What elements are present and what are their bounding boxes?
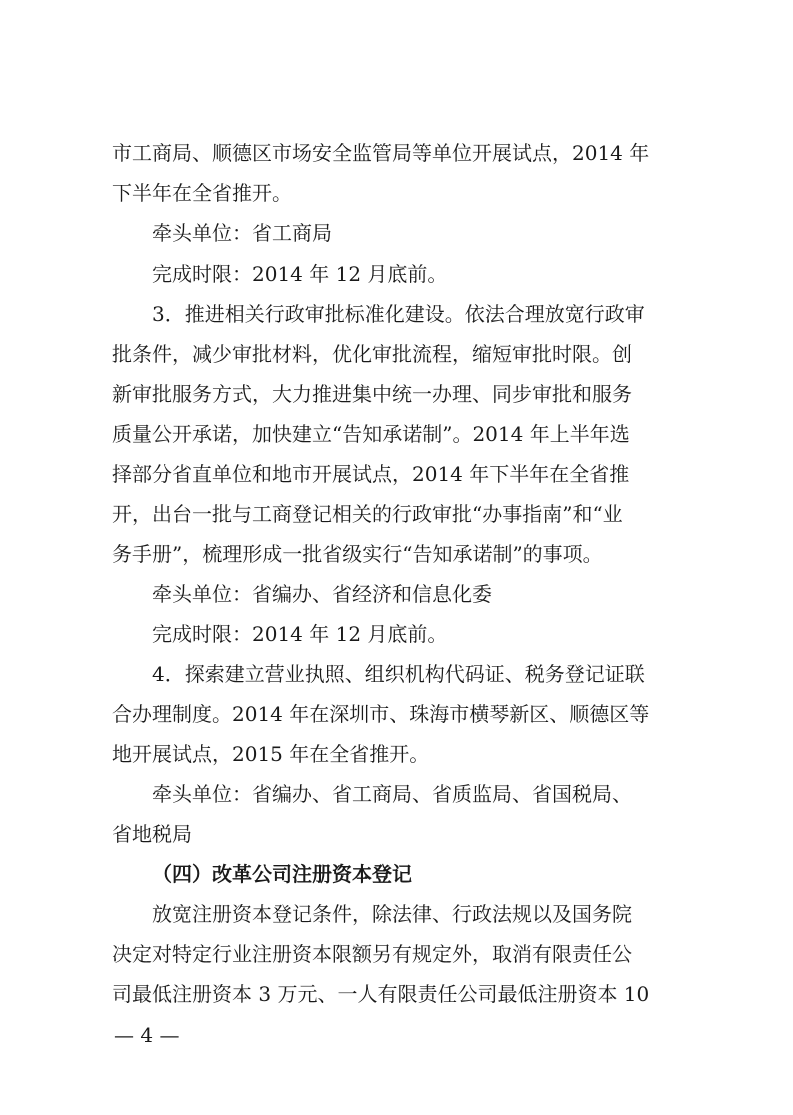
text-line: 司最低注册资本 3 万元、一人有限责任公司最低注册资本 10 xyxy=(112,982,650,1006)
text-line: 地开展试点，2015 年在全省推开。 xyxy=(112,742,430,766)
lead-unit-line: 牵头单位：省编办、省工商局、省质监局、省国税局、 xyxy=(152,782,632,806)
text-line: 省地税局 xyxy=(112,822,192,846)
deadline-line: 完成时限：2014 年 12 月底前。 xyxy=(152,622,448,646)
text-line: 开，出台一批与工商登记相关的行政审批“办事指南”和“业 xyxy=(112,502,623,526)
text-line: 质量公开承诺，加快建立“告知承诺制”。2014 年上半年选 xyxy=(112,422,630,446)
text-line: 放宽注册资本登记条件，除法律、行政法规以及国务院 xyxy=(152,902,632,926)
text-line: 市工商局、顺德区市场安全监管局等单位开展试点，2014 年 xyxy=(112,141,650,165)
text-line: 下半年在全省推开。 xyxy=(112,181,292,205)
lead-unit-line: 牵头单位：省编办、省经济和信息化委 xyxy=(152,582,492,606)
item-4-title: 4．探索建立营业执照、组织机构代码证、税务登记证联 xyxy=(152,662,645,686)
text-line: 决定对特定行业注册资本限额另有规定外，取消有限责任公 xyxy=(112,942,632,966)
deadline-line: 完成时限：2014 年 12 月底前。 xyxy=(152,262,448,286)
text-line: 新审批服务方式，大力推进集中统一办理、同步审批和服务 xyxy=(112,382,632,406)
lead-unit-line: 牵头单位：省工商局 xyxy=(152,221,332,245)
text-line: 择部分省直单位和地市开展试点，2014 年下半年在全省推 xyxy=(112,462,630,486)
text-line: 批条件，减少审批材料，优化审批流程，缩短审批时限。创 xyxy=(112,342,632,366)
text-line: 务手册”，梳理形成一批省级实行“告知承诺制”的事项。 xyxy=(112,542,603,566)
text-line: 合办理制度。2014 年在深圳市、珠海市横琴新区、顺德区等 xyxy=(112,702,650,726)
item-3-title: 3．推进相关行政审批标准化建设。依法合理放宽行政审 xyxy=(152,302,645,326)
section-heading: （四）改革公司注册资本登记 xyxy=(152,862,412,886)
page-number: — 4 — xyxy=(114,1023,180,1047)
